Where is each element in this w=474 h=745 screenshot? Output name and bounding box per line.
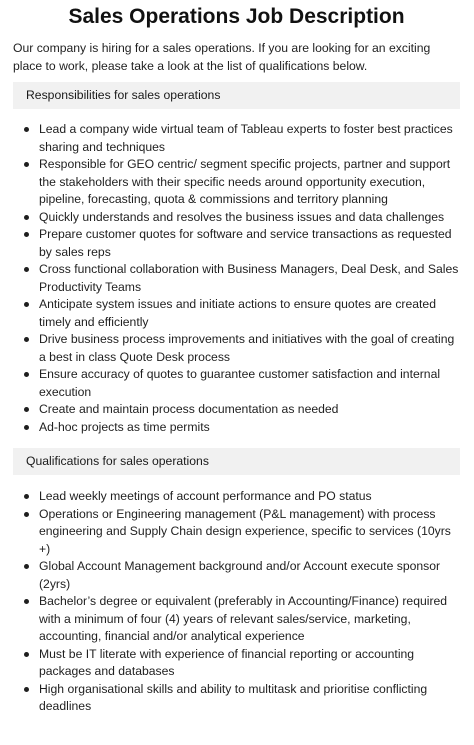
list-item-text: Lead a company wide virtual team of Tableau experts to foster best practices sharing and techniques [39,122,453,154]
list-item [23,296,460,331]
bullet-icon [24,687,29,692]
list-item [23,366,460,401]
bullet-icon [24,425,29,430]
list-item-text: Create and maintain process documentation as needed [39,402,339,416]
list-item-text: Ensure accuracy of quotes to guarantee customer satisfaction and internal execution [39,367,441,399]
bullet-icon [24,564,29,569]
bullet-icon [24,652,29,657]
list-item [23,226,460,261]
list-item [23,401,460,419]
bullet-icon [24,337,29,342]
bullet-icon [24,302,29,307]
list-item [23,331,460,366]
bullet-icon [24,127,29,132]
list-item-text: Ad-hoc projects as time permits [39,419,210,434]
bullet-icon [24,162,29,167]
list-item [23,209,460,227]
list-item-text: Operations or Engineering management (P&L management) with process engineering and Supply Chain design experience, specific to services (10yrs +) [39,506,451,556]
list-item-text: Quickly understands and resolves the business issues and data challenges [39,209,445,224]
list-item [23,488,460,506]
list-item-text: Cross functional collaboration with Business Managers, Deal Desk, and Sales Productivity Teams [39,262,459,294]
list-item-text: Prepare customer quotes for software and service transactions as requested by sales reps [39,227,452,259]
list-item [23,558,460,593]
bullet-icon [24,232,29,237]
list-item [23,506,460,559]
list-item [23,121,460,156]
list-item-text: Must be IT literate with experience of financial reporting or accounting packages and databases [39,646,415,678]
list-item-text: Global Account Management background and/or Account execute sponsor (2yrs) [39,559,441,591]
bullet-icon [24,512,29,517]
list-item-text: Lead weekly meetings of account performance and PO status [39,489,372,503]
list-item-text: Anticipate system issues and initiate actions to ensure quotes are created timely and efficiently [39,297,436,329]
list-item [23,261,460,296]
bullet-icon [24,372,29,377]
bullet-icon [24,599,29,604]
qualifications-list [13,488,460,716]
list-item-text: High organisational skills and ability to multitask and prioritise conflicting deadlines [39,681,428,713]
list-item [23,646,460,681]
page-title: Sales Operations Job Description [68,5,405,28]
list-item [23,593,460,646]
list-item-text: Bachelor’s degree or equivalent (preferably in Accounting/Finance) required with a minimum of four (4) years of relevant sales/service, marketing, accounting, financial and/or analytical experience [39,594,448,643]
list-item [23,681,460,716]
responsibilities-list [13,121,460,436]
bullet-icon [24,267,29,272]
bullet-icon [24,407,29,412]
list-item-text: Drive business process improvements and initiatives with the goal of creating a best in class Quote Desk process [39,332,455,364]
bullet-icon [24,494,29,499]
qualifications-heading: Qualifications for sales operations [13,448,460,475]
list-item-text: Responsible for GEO centric/ segment specific projects, partner and support the stakeholders with their specific needs around opportunity execution, pipeline, forecasting, quota & commissions and territory planning [39,157,451,206]
responsibilities-heading: Responsibilities for sales operations [13,82,460,109]
intro-paragraph: Our company is hiring for a sales operations. If you are looking for an exciting place to work, please take a look at the list of qualifications below. [13,41,431,73]
list-item [23,419,460,437]
bullet-icon [24,215,29,220]
list-item [23,156,460,209]
